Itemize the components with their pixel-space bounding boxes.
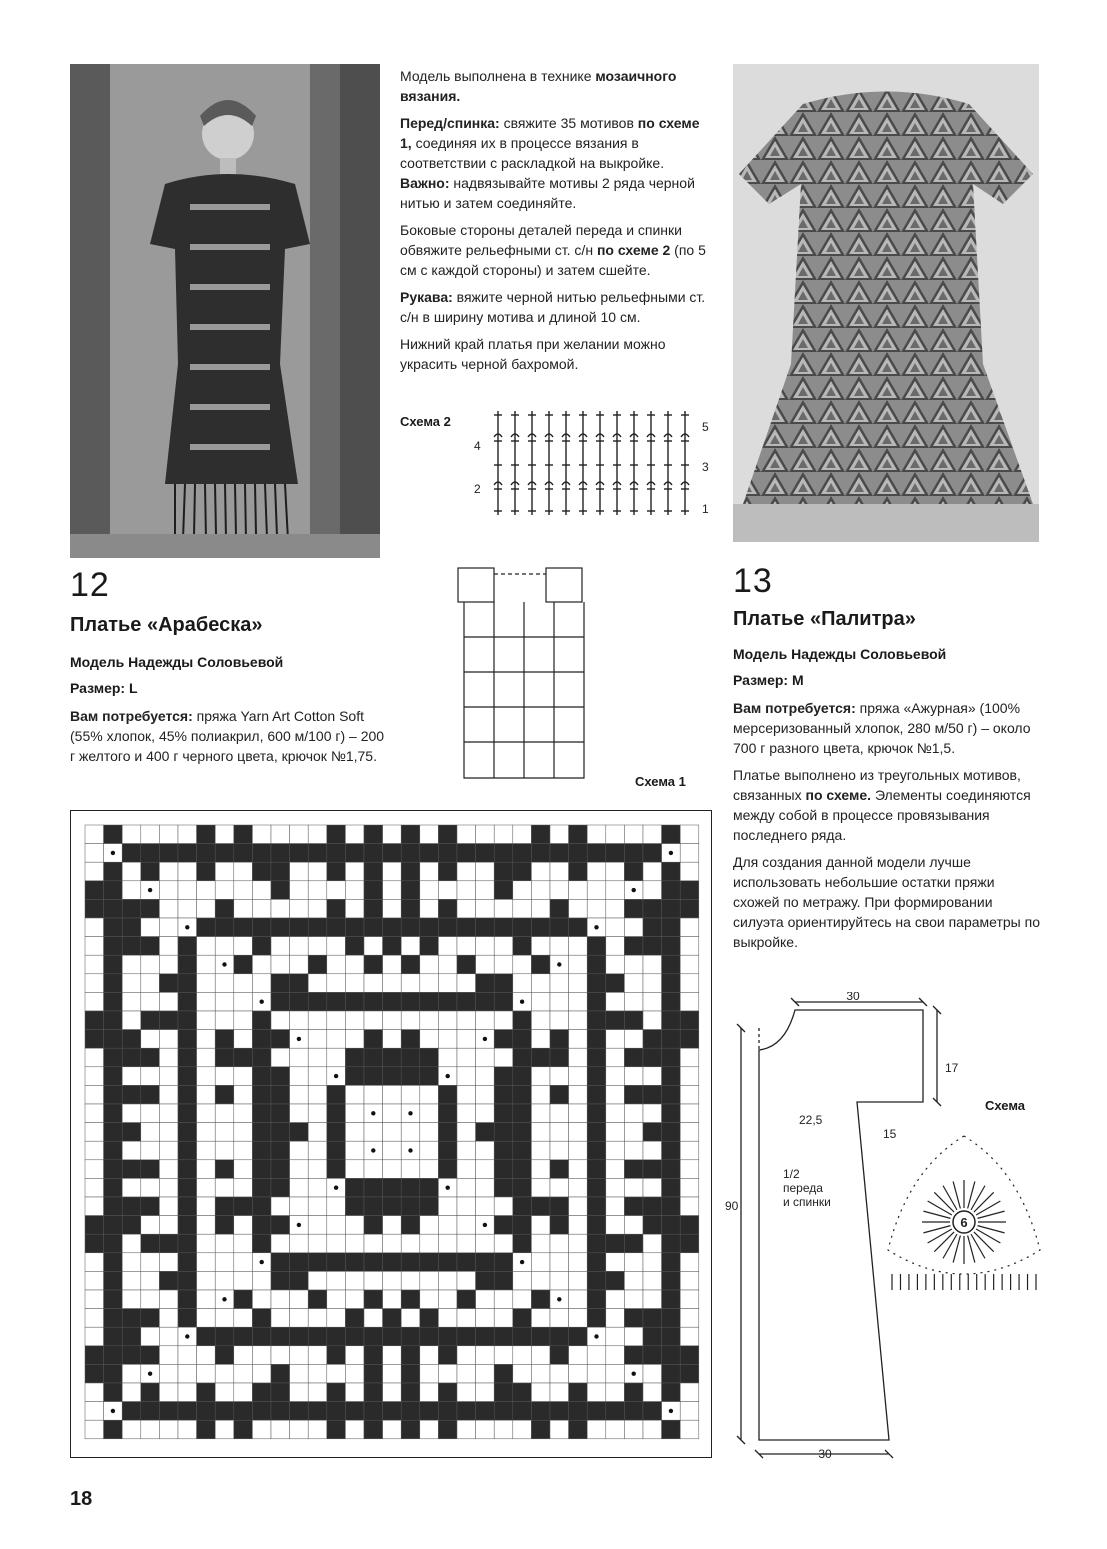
model-size-left: Размер: L	[70, 680, 138, 696]
part-label-1: 1/2	[783, 1167, 800, 1181]
sides-bold: по схеме 2	[596, 242, 671, 258]
scheme2-diagram	[470, 405, 720, 525]
dim-shoulder: 22,5	[799, 1113, 823, 1127]
photo-palitra-illustration	[733, 64, 1039, 542]
dim-sleeve: 17	[945, 1061, 959, 1075]
palitra-p1	[733, 765, 1043, 845]
palitra-p2: Для создания данной модели лучше использовать небольшие остатки пряжи схожей по метражу. При формировании силуэта ориентируйтесь на свои параметры по выкройке.	[733, 854, 1041, 950]
front-text-2: соединяя их в процессе вязания в соответствии с раскладкой на выкройке.	[400, 135, 665, 171]
important-paragraph	[400, 173, 714, 213]
materials-right	[733, 698, 1043, 758]
triangle-center-number: 6	[960, 1215, 968, 1230]
dim-underarm: 15	[883, 1127, 897, 1141]
mosaic-chart-scheme1	[70, 810, 712, 1458]
front-paragraph	[400, 113, 714, 173]
layout-schematic	[450, 560, 610, 785]
photo-arabeska-illustration	[70, 64, 380, 558]
triangle-motif-scheme	[878, 1130, 1058, 1300]
intro-text: Модель выполнена в технике	[400, 68, 596, 84]
scheme2-row-1: 1	[702, 502, 709, 516]
front-bold: по схеме 1,	[400, 115, 700, 151]
page-number: 18	[70, 1488, 93, 1510]
front-label: Перед/спинка:	[400, 115, 500, 131]
part-label-2: переда	[783, 1181, 823, 1195]
sides-text-1: Боковые стороны деталей переда и спинки обвяжите рельефными ст. с/н	[400, 222, 682, 258]
materials-left-label: Вам потребуется:	[70, 708, 193, 724]
dim-length: 90	[725, 1199, 739, 1213]
model-title-palitra: Платье «Палитра»	[733, 608, 916, 630]
scheme2-label: Схема 2	[400, 414, 451, 429]
front-text-1: свяжите 35 мотивов	[499, 115, 638, 131]
important-text: надвязывайте мотивы 2 ряда черной нитью и затем соединяйте.	[400, 175, 695, 211]
model-author-right: Модель Надежды Соловьевой	[733, 646, 947, 662]
model-size-right: Размер: М	[733, 672, 804, 688]
triangle-scheme-label: Схема	[985, 1098, 1026, 1113]
scheme2-row-2: 2	[474, 482, 481, 496]
sides-text-2: (по 5 см с каждой стороны) и затем сшейте.	[400, 242, 706, 278]
mosaic-cells	[85, 825, 699, 1439]
materials-right-text: пряжа «Ажурная» (100% мерсеризованный хлопок, 280 м/50 г) – около 700 г разного цвета, крючок №1,5.	[733, 700, 1031, 756]
materials-right-label: Вам потребуется:	[733, 700, 856, 716]
scheme1-label: Схема 1	[635, 774, 686, 789]
model-author-left: Модель Надежды Соловьевой	[70, 654, 284, 670]
intro-paragraph	[400, 66, 714, 106]
intro-bold: мозаичного вязания.	[400, 68, 677, 104]
materials-left	[70, 706, 386, 766]
model-title-arabeska: Платье «Арабеска»	[70, 614, 263, 636]
scheme2-row-3: 3	[702, 460, 709, 474]
sleeves-paragraph	[400, 287, 714, 327]
scheme2-row-5: 5	[702, 420, 709, 434]
dim-bottom: 30	[818, 1447, 832, 1461]
materials-left-text: пряжа Yarn Art Cotton Soft (55% хлопок, 45% полиакрил, 600 м/100 г) – 200 г желтого и 400 г черного цвета, крючок №1,75.	[70, 708, 385, 764]
sleeves-text: вяжите черной нитью рельефными ст. с/н в ширину мотива и длиной 10 см.	[400, 289, 706, 325]
palitra-p1-bold: по схеме.	[805, 787, 872, 803]
model-number-12: 12	[70, 566, 110, 604]
important-label: Важно:	[400, 175, 450, 191]
instructions-text	[400, 66, 714, 381]
dim-top: 30	[846, 992, 860, 1003]
sides-paragraph	[400, 220, 714, 280]
model-number-13: 13	[733, 562, 773, 600]
photo-arabeska-dress	[70, 64, 380, 558]
sleeves-label: Рукава:	[400, 289, 453, 305]
photo-palitra-dress	[733, 64, 1039, 542]
part-label-3: и спинки	[783, 1195, 831, 1209]
scheme2-row-4: 4	[474, 439, 481, 453]
palitra-p1-post: Элементы соединяются между собой в процессе провязывания последнего ряда.	[733, 787, 1031, 843]
hem-paragraph: Нижний край платья при желании можно украсить черной бахромой.	[400, 336, 666, 372]
materials-right-block	[733, 698, 1043, 959]
palitra-p1-pre: Платье выполнено из треугольных мотивов, связанных	[733, 767, 1021, 803]
